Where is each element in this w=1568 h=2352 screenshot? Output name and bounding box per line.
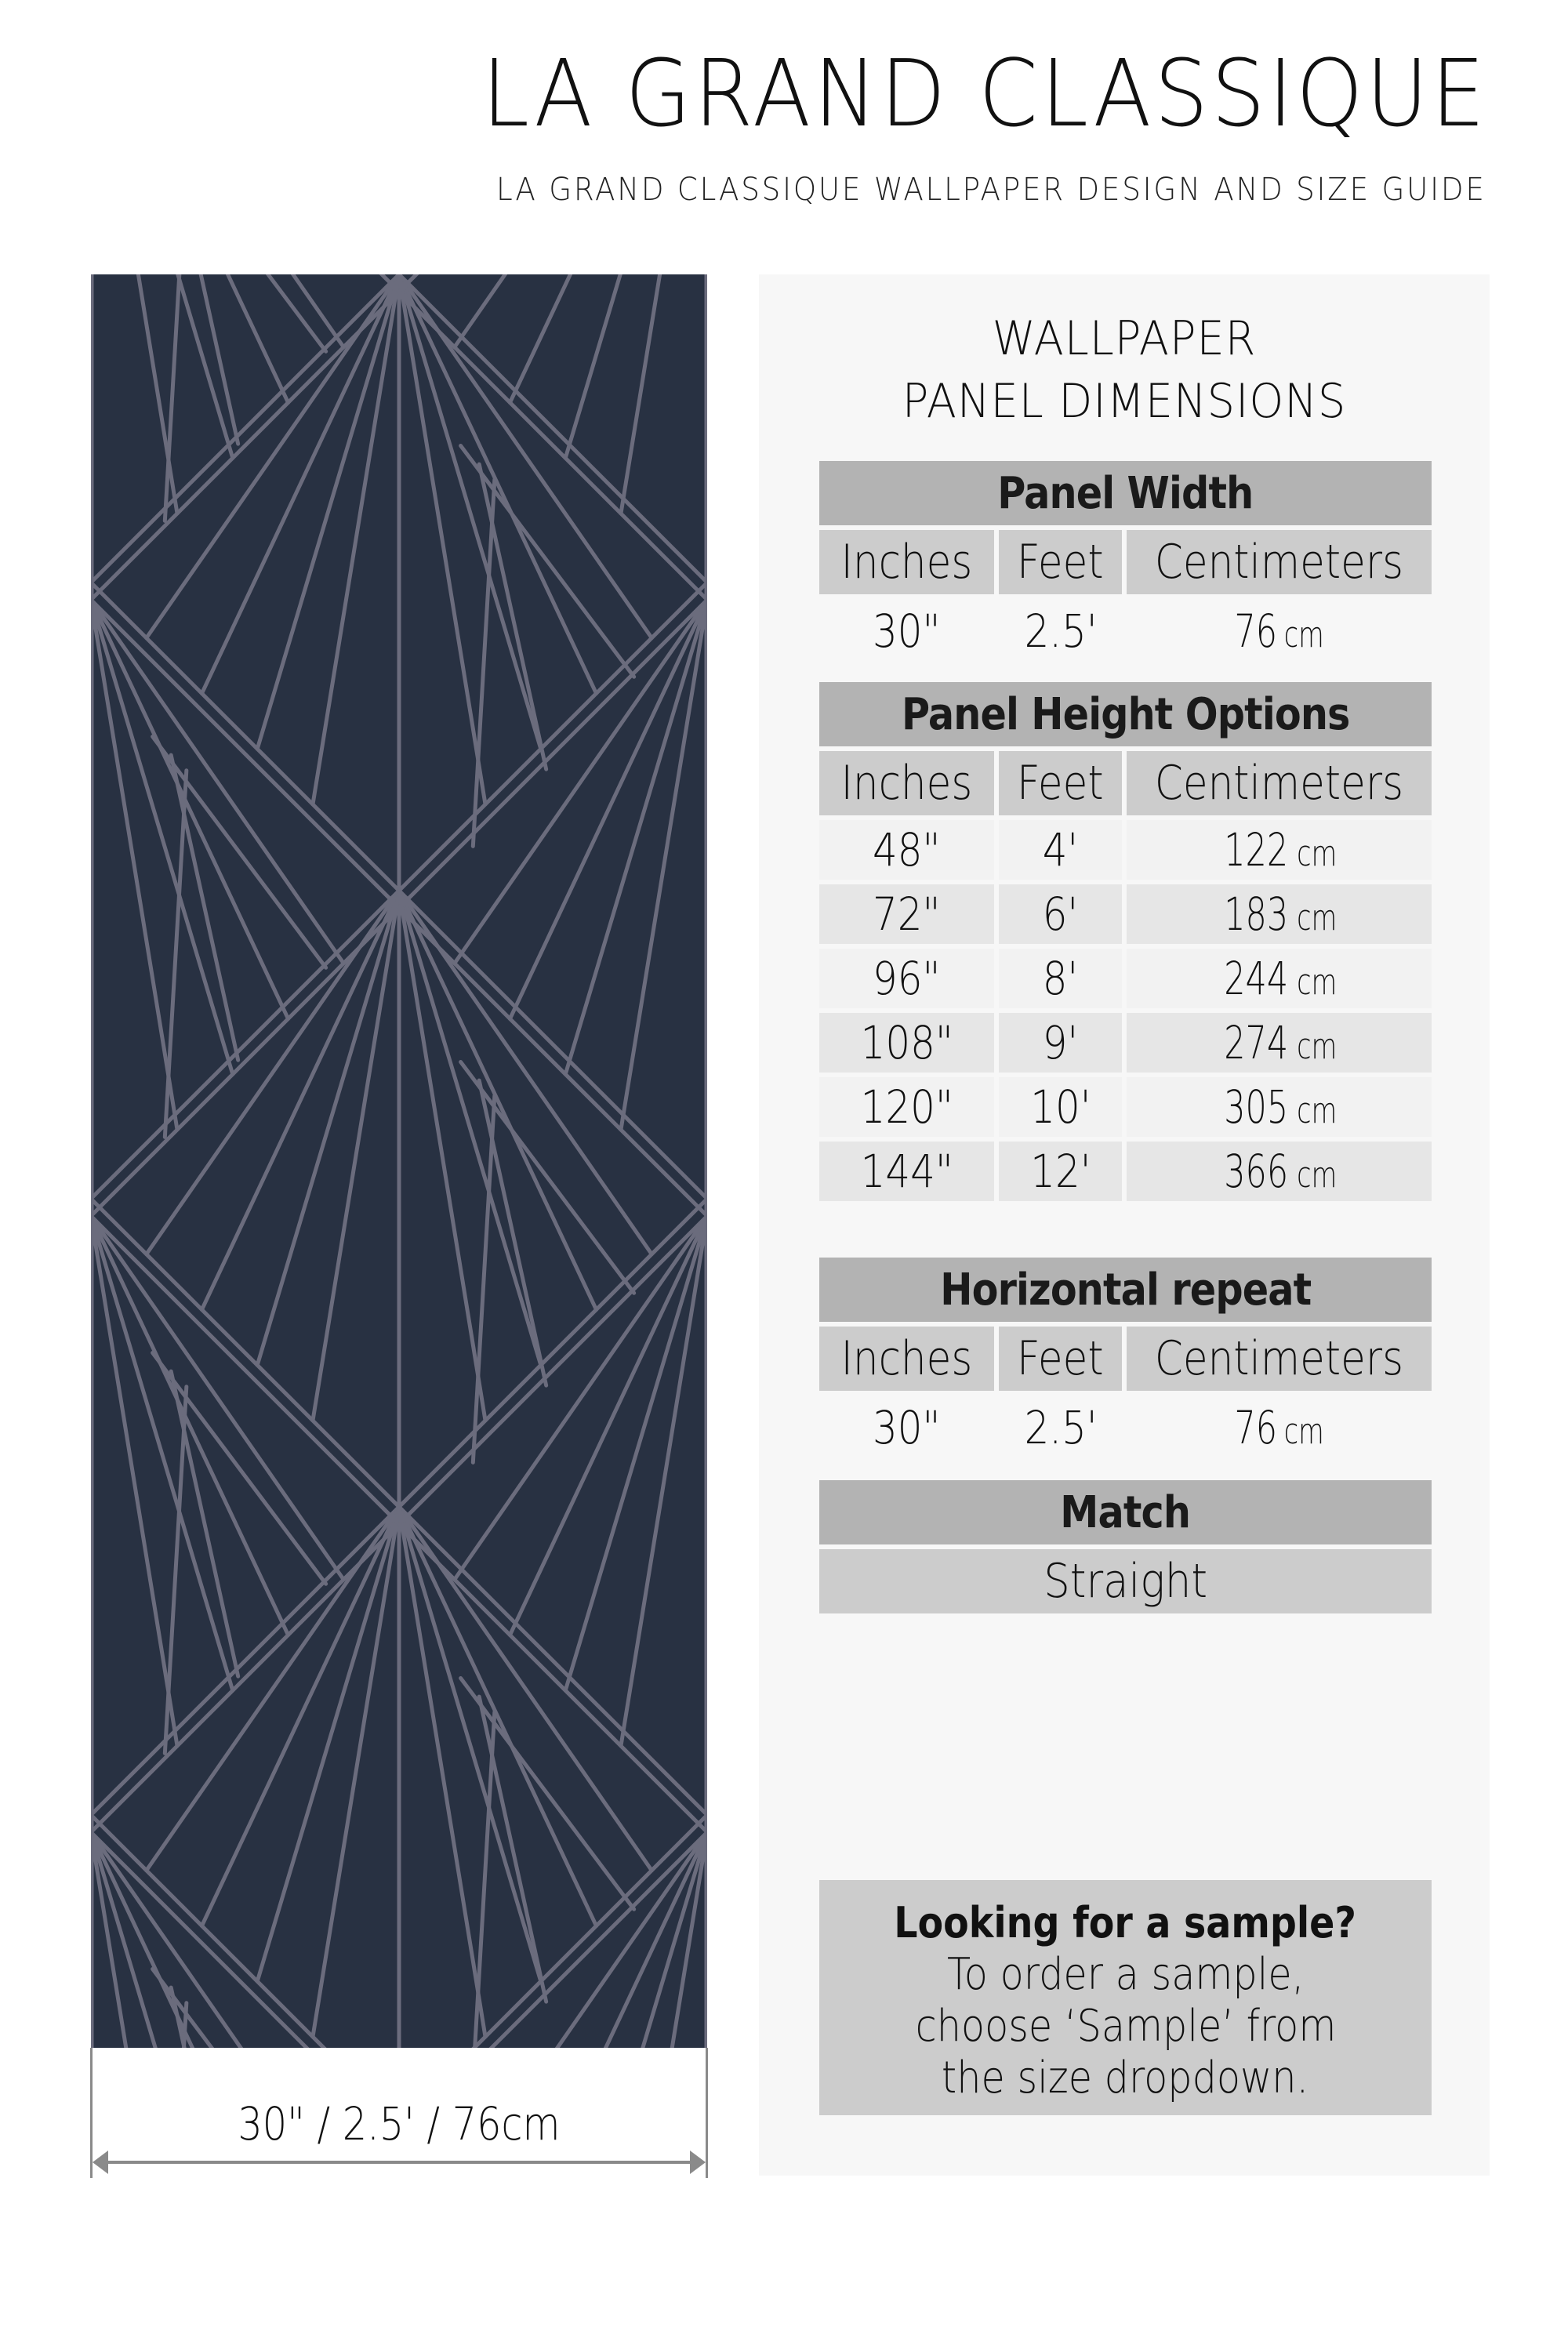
table-row — [819, 944, 1432, 1008]
cell-inches: 30" — [873, 1401, 941, 1454]
match-value: Straight — [819, 1549, 1432, 1613]
col-centimeters: Centimeters — [1127, 530, 1432, 594]
wallpaper-preview — [91, 274, 707, 2048]
table-header: Panel Height Options — [819, 682, 1432, 746]
height-rows — [819, 815, 1432, 1201]
cell-inches: 108" — [819, 1013, 994, 1073]
cell-centimeters: 183 cm — [1127, 884, 1432, 944]
column-headers — [819, 1327, 1432, 1391]
table-header: Match — [819, 1480, 1432, 1544]
cell-feet: 8' — [999, 949, 1122, 1008]
heading-line-1: WALLPAPER — [992, 311, 1257, 366]
cell-centimeters: 76 cm — [1234, 604, 1324, 658]
column-headers — [819, 530, 1432, 594]
cell-inches: 120" — [819, 1077, 994, 1137]
page-title: LA GRAND CLASSIQUE — [481, 39, 1488, 147]
cell-feet: 12' — [999, 1142, 1122, 1201]
cell-feet: 9' — [999, 1013, 1122, 1073]
cell-centimeters: 305 cm — [1127, 1077, 1432, 1137]
panel-height-table — [819, 682, 1432, 1201]
cell-centimeters: 122 cm — [1127, 820, 1432, 880]
page-subtitle: LA GRAND CLASSIQUE WALLPAPER DESIGN AND SIZE GUIDE — [496, 172, 1486, 208]
col-feet: Feet — [999, 751, 1122, 815]
panel-width-label: 30" / 2.5' / 76cm — [238, 2097, 561, 2151]
table-row — [819, 599, 1432, 663]
sample-callout — [819, 1880, 1432, 2115]
col-centimeters: Centimeters — [1127, 1327, 1432, 1391]
col-inches: Inches — [819, 751, 994, 815]
table-row — [819, 1137, 1432, 1201]
heading-line-2: PANEL DIMENSIONS — [902, 374, 1347, 429]
cell-inches: 96" — [819, 949, 994, 1008]
cell-feet: 4' — [999, 820, 1122, 880]
sample-text-line: To order a sample, — [946, 1949, 1305, 2000]
dimensions-heading — [759, 307, 1490, 433]
cell-centimeters: 76 cm — [1234, 1401, 1324, 1454]
sample-text-line: the size dropdown. — [942, 2053, 1309, 2103]
cell-inches: 72" — [819, 884, 994, 944]
cell-centimeters: 366 cm — [1127, 1142, 1432, 1201]
cell-inches: 144" — [819, 1142, 994, 1201]
horizontal-repeat-table — [819, 1258, 1432, 1460]
double-arrow-icon — [91, 2148, 707, 2176]
cell-feet: 2.5' — [1024, 604, 1098, 658]
cell-inches: 48" — [819, 820, 994, 880]
cell-centimeters: 244 cm — [1127, 949, 1432, 1008]
sample-title: Looking for a sample? — [894, 1898, 1357, 1947]
table-row — [819, 1073, 1432, 1137]
cell-feet: 10' — [999, 1077, 1122, 1137]
table-row — [819, 1008, 1432, 1073]
cell-centimeters: 274 cm — [1127, 1013, 1432, 1073]
col-centimeters: Centimeters — [1127, 751, 1432, 815]
sample-text-line: choose ‘Sample’ from — [915, 2001, 1336, 2052]
art-deco-fan-pattern — [91, 274, 707, 2048]
table-row — [819, 1396, 1432, 1460]
table-header: Horizontal repeat — [819, 1258, 1432, 1322]
cell-inches: 30" — [873, 604, 941, 658]
table-row — [819, 880, 1432, 944]
table-header: Panel Width — [819, 461, 1432, 525]
cell-feet: 2.5' — [1024, 1401, 1098, 1454]
column-headers — [819, 751, 1432, 815]
col-feet: Feet — [999, 530, 1122, 594]
cell-feet: 6' — [999, 884, 1122, 944]
match-table — [819, 1480, 1432, 1613]
col-inches: Inches — [819, 530, 994, 594]
table-row — [819, 815, 1432, 880]
panel-width-table — [819, 461, 1432, 663]
col-inches: Inches — [819, 1327, 994, 1391]
col-feet: Feet — [999, 1327, 1122, 1391]
